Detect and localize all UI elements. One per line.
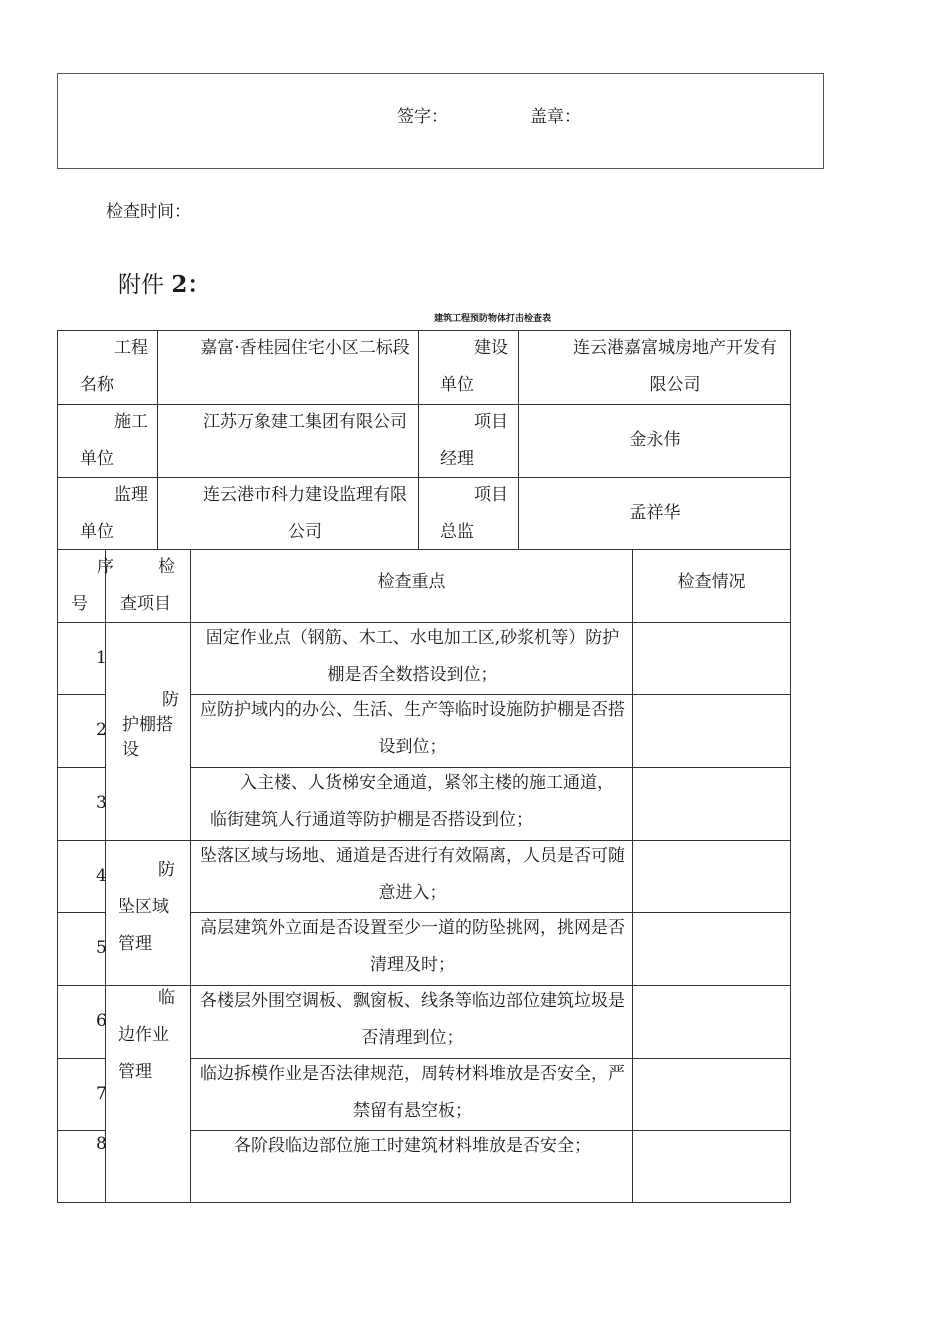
attachment-prefix: 附件	[118, 272, 164, 298]
sign-label: 签字：	[397, 107, 448, 127]
row-number: 8	[96, 1134, 107, 1154]
supervisor-label: 监理单位	[80, 485, 148, 542]
row-number: 3	[96, 793, 107, 813]
table-title: 建筑工程预防物体打击检查表	[434, 314, 552, 324]
check-time-label: 检查时间：	[106, 202, 191, 222]
builder-value: 连云港嘉富城房地产开发有限公司	[573, 338, 777, 395]
row-focus: 高层建筑外立面是否设置至少一道的防坠挑网，挑网是否清理及时；	[200, 918, 625, 975]
row-focus: 坠落区域与场地、通道是否进行有效隔离，人员是否可随意进入；	[200, 846, 625, 903]
header-seq	[71, 549, 114, 623]
header-item-text: 检查项目	[120, 557, 175, 614]
chief-label: 项目总监	[440, 485, 508, 542]
group-edge-work	[118, 980, 190, 1091]
header-focus: 检查重点	[377, 572, 446, 592]
row-number: 6	[96, 1011, 107, 1031]
chief-value: 孟祥华	[629, 503, 681, 523]
group-protection-shed-text: 防护棚搭设	[122, 690, 179, 760]
manager-label: 项目经理	[440, 412, 508, 469]
manager-value: 金永伟	[629, 430, 681, 450]
row-focus: 入主楼、人货梯安全通道，紧邻主楼的施工通道，临街建筑人行通道等防护棚是否搭设到位；	[210, 773, 614, 830]
project-name-value: 嘉富·香桂园住宅小区二标段	[200, 338, 410, 358]
row-focus: 固定作业点（钢筋、木工、水电加工区,砂浆机等）防护棚是否全数搭设到位；	[205, 628, 620, 685]
attachment-heading	[118, 266, 210, 299]
attachment-number: 2：	[171, 271, 211, 298]
row-focus: 临边拆模作业是否法律规范，周转材料堆放是否安全，严禁留有悬空板；	[200, 1064, 625, 1121]
group-fall-zone	[118, 852, 190, 963]
supervisor-value: 连云港市科力建设监理有限公司	[203, 485, 407, 542]
header-seq-text: 序号	[71, 557, 114, 614]
header-status: 检查情况	[677, 572, 746, 592]
row-number: 5	[96, 938, 107, 958]
signature-box	[57, 73, 824, 169]
row-number: 1	[96, 648, 107, 668]
contractor-value: 江苏万象建工集团有限公司	[203, 412, 407, 432]
group-edge-work-text: 临边作业管理	[118, 988, 175, 1082]
header-item	[120, 549, 188, 623]
group-fall-zone-text: 防坠区域管理	[118, 860, 175, 954]
row-number: 2	[96, 720, 107, 740]
builder-label: 建设单位	[440, 338, 508, 395]
row-focus: 应防护域内的办公、生活、生产等临时设施防护棚是否搭设到位；	[200, 700, 625, 757]
contractor-label: 施工单位	[80, 412, 148, 469]
project-name-label: 工程名称	[80, 338, 148, 395]
row-number: 7	[96, 1084, 107, 1104]
row-number: 4	[96, 866, 107, 886]
row-focus: 各阶段临边部位施工时建筑材料堆放是否安全；	[234, 1136, 591, 1156]
group-protection-shed	[122, 688, 190, 763]
row-focus: 各楼层外围空调板、飘窗板、线条等临边部位建筑垃圾是否清理到位；	[200, 991, 625, 1048]
seal-label: 盖章：	[530, 107, 581, 127]
